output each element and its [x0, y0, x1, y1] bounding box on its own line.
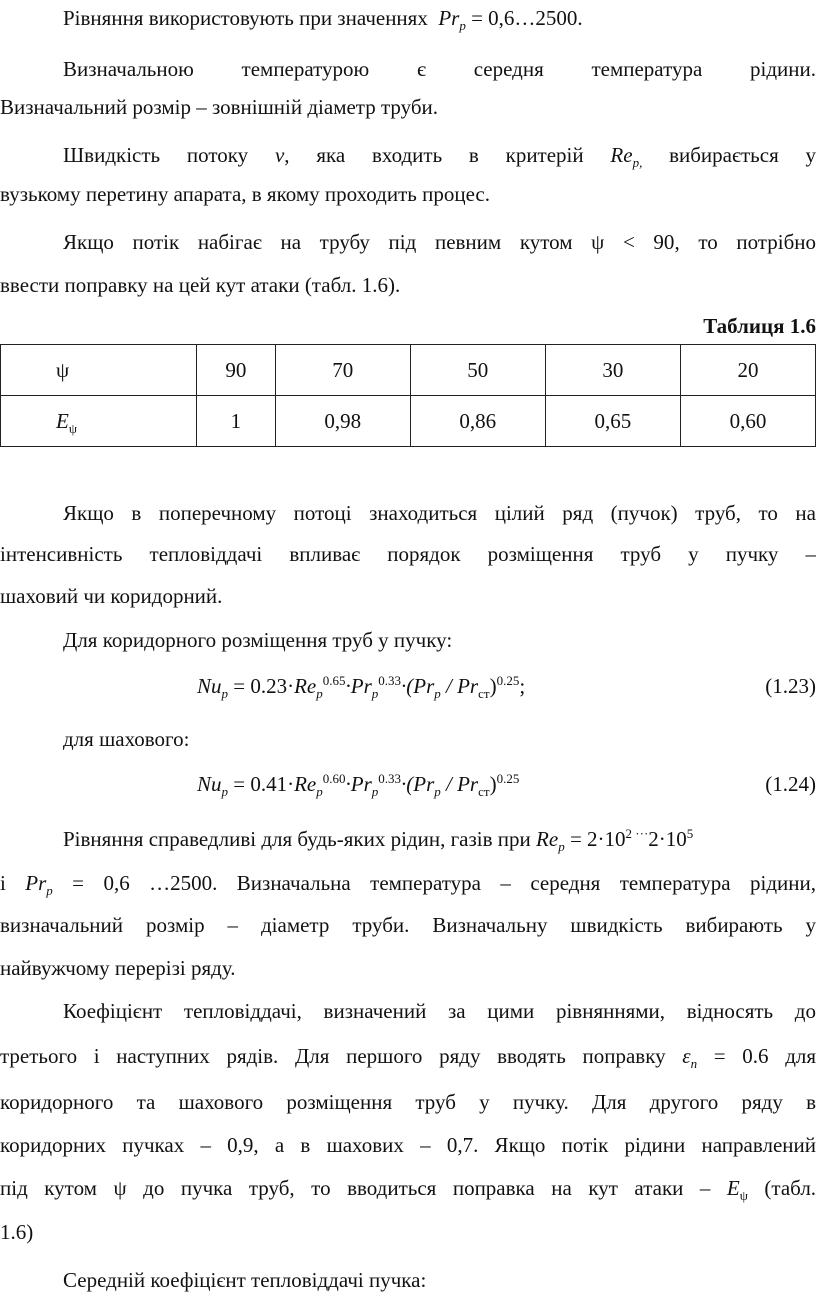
paragraph-8-line-2: і $Pr_p = 0,6$ …2500. Визначальна температура – середня температура рідини,: [0, 871, 816, 899]
table-header-e: $E_\psi$: [1, 396, 197, 447]
table-cell: 90: [197, 345, 276, 396]
paragraph-9-line-4: коридорних пучках – 0,9, а в шахових – 0,7. Якщо потік рідини направлений: [0, 1133, 816, 1157]
paragraph-8-line-1: Рівняння справедливі для будь-яких рідин, газів при $Re_p = 2\cdot 10^{2 \cdot\cdot\cdot}2\cdot 10^5$: [63, 826, 694, 855]
paragraph-4-line-1: Якщо потік набігає на трубу під певним кутом ψ < 90, то потрібно: [63, 230, 816, 254]
paragraph-9-line-3: коридорного та шахового розміщення труб у пучку. Для другого ряду в: [0, 1090, 816, 1114]
paragraph-8-line-3: визначальний розмір – діаметр труби. Визначальну швидкість вибирають у: [0, 913, 816, 937]
table-caption: Таблиця 1.6: [703, 314, 816, 338]
text-line-1: Рівняння використовують при значеннях $Pr_p$ = 0,6…2500.: [63, 6, 583, 34]
table-row-psi: [1, 345, 816, 396]
table-cell: 1: [197, 396, 276, 447]
paragraph-5-line-3: шаховий чи коридорний.: [0, 584, 223, 608]
table-cell: 0,60: [680, 396, 815, 447]
paragraph-9-line-6: 1.6): [0, 1220, 34, 1244]
table-cell: 0,65: [545, 396, 680, 447]
equation-number-1-23: (1.23): [765, 674, 816, 698]
paragraph-9-line-2: третього і наступних рядів. Для першого ряду вводять поправку $\varepsilon_n = 0.6$ для: [0, 1044, 816, 1072]
paragraph-3-line-1: Швидкість потоку v, яка входить в критерій $Re_{p,}$ вибирається у: [63, 143, 816, 171]
table-cell: 0,98: [275, 396, 410, 447]
table-cell: 0,86: [410, 396, 545, 447]
equation-1-23-body: $Nu_p = 0.23\cdot Re_p^{0.65}\cdot Pr_p^{0.33}\cdot(Pr_p / Pr_{ст})^{0.25}$;: [197, 673, 526, 702]
paragraph-9-line-1: Коефіцієнт тепловіддачі, визначений за цими рівняннями, відносять до: [63, 999, 816, 1023]
paragraph-4-line-2: ввести поправку на цей кут атаки (табл. 1.6).: [0, 273, 401, 297]
paragraph-2-line-2: Визначальний розмір – зовнішній діаметр труби.: [0, 95, 439, 119]
paragraph-9-line-5: під кутом ψ до пучка труб, то вводиться поправка на кут атаки – $E_\psi$ (табл.: [0, 1176, 816, 1204]
paragraph-5-line-2: інтенсивність тепловіддачі впливає порядок розміщення труб у пучку –: [0, 542, 816, 566]
correction-table: [0, 344, 816, 447]
equation-1-24-body: $Nu_p = 0.41\cdot Re_p^{0.60}\cdot Pr_p^{0.33}\cdot(Pr_p / Pr_{ст})^{0.25}$: [197, 771, 520, 800]
table-cell: 70: [275, 345, 410, 396]
paragraph-2-line-1: Визначальною температурою є середня температура рідини.: [63, 57, 816, 81]
equation-number-1-24: (1.24): [765, 772, 816, 796]
table-row-e: [1, 396, 816, 447]
paragraph-3-line-2: вузькому перетину апарата, в якому проходить процес.: [0, 182, 490, 206]
paragraph-10: Середній коефіцієнт тепловіддачі пучка:: [63, 1268, 427, 1292]
table-cell: 50: [410, 345, 545, 396]
paragraph-8-line-4: найвужчому перерізі ряду.: [0, 956, 236, 980]
table-cell: 30: [545, 345, 680, 396]
table-cell: 20: [680, 345, 815, 396]
paragraph-7: для шахового:: [63, 727, 190, 751]
paragraph-6: Для коридорного розміщення труб у пучку:: [63, 628, 453, 652]
table-header-psi: ψ: [1, 345, 197, 396]
paragraph-5-line-1: Якщо в поперечному потоці знаходиться цілий ряд (пучок) труб, то на: [63, 501, 816, 525]
